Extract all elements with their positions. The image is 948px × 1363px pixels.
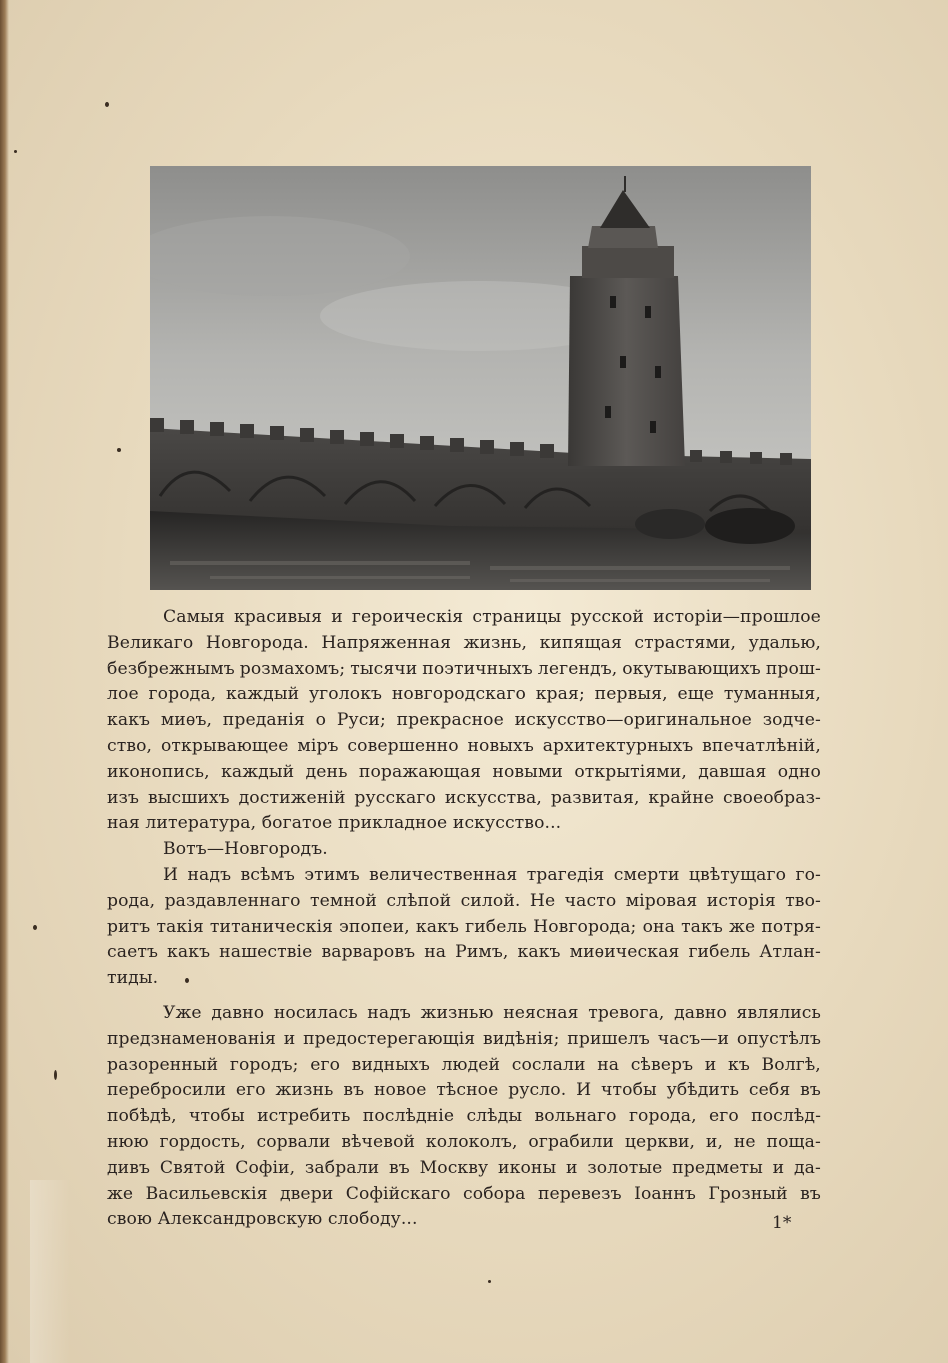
paragraph-3 [107,863,821,992]
text-line: иконопись, каждый день поражающая новыми открытіями, давшая одно [107,761,821,782]
ink-speck [105,102,109,107]
paragraph-4 [107,1001,821,1233]
kremlin-tower-photo [150,166,811,590]
text-line: рода, раздавленнаго темной слѣпой силой. Не часто міровая исторія тво- [107,890,821,911]
text-line: ритъ такія титаническія эпопеи, какъ гибель Новгорода; она такъ же потря- [107,916,821,937]
text-line: нюю гордость, сорвали вѣчевой колоколъ, ограбили церкви, и, не поща- [107,1131,821,1152]
text-line: безбрежнымъ розмахомъ; тысячи поэтичныхъ легендъ, окутывающихъ прош- [107,658,821,679]
text-line: перебросили его жизнь въ новое тѣсное русло. И чтобы убѣдить себя въ [107,1080,821,1101]
page-number: 1* [772,1213,792,1233]
text-line: Самыя красивыя и героическія страницы русской исторіи—прошлое [163,607,821,627]
paper-stain [30,1180,70,1363]
text-line: разоренный городъ; его видныхъ людей сослали на сѣверъ и къ Волгѣ, [107,1054,821,1075]
ink-speck [488,1280,491,1283]
ink-speck [185,978,189,983]
text-line: какъ миѳъ, преданія о Руси; прекрасное искусство—оригинальное зодче- [107,710,821,731]
text-line: же Васильевскія двери Софійскаго собора перевезъ Іоаннъ Грозный въ [107,1183,821,1204]
ink-speck [33,925,37,930]
paragraph-2 [107,837,821,863]
text-line: И надъ всѣмъ этимъ величественная трагедія смерти цвѣтущаго го- [163,864,821,885]
text-line: ство, открывающее міръ совершенно новыхъ архитектурныхъ впечатлѣній, [107,735,821,756]
paragraph-1 [107,605,821,837]
text-line: свою Александровскую слободу... [107,1209,418,1230]
text-line: Вотъ—Новгородъ. [163,839,328,860]
text-line: предзнаменованія и предостерегающія видѣнія; пришелъ часъ—и опустѣлъ [107,1028,821,1049]
article-text [107,605,821,1233]
text-line: саетъ какъ нашествіе варваровъ на Римъ, какъ миѳическая гибель Атлан- [107,942,821,963]
text-line: лое города, каждый уголокъ новгородскаго края; первыя, еще туманныя, [107,684,821,705]
text-line: изъ высшихъ достиженій русскаго искусства, развитая, крайне своеобраз- [107,787,821,808]
text-line: дивъ Святой Софіи, забрали въ Москву иконы и золотые предметы и да- [107,1157,821,1178]
text-line: Уже давно носилась надъ жизнью неясная тревога, давно являлись [163,1002,821,1023]
ink-speck [54,1070,57,1080]
ink-speck [117,448,121,452]
text-line: ная литература, богатое прикладное искусство... [107,813,562,834]
page-edge [0,0,9,1363]
text-line: тиды. [107,968,159,989]
text-line: побѣдѣ, чтобы истребить послѣдніе слѣды вольнаго города, его послѣд- [107,1106,821,1127]
text-line: Великаго Новгорода. Напряженная жизнь, кипящая страстями, удалью, [107,632,821,653]
ink-speck [14,150,17,153]
